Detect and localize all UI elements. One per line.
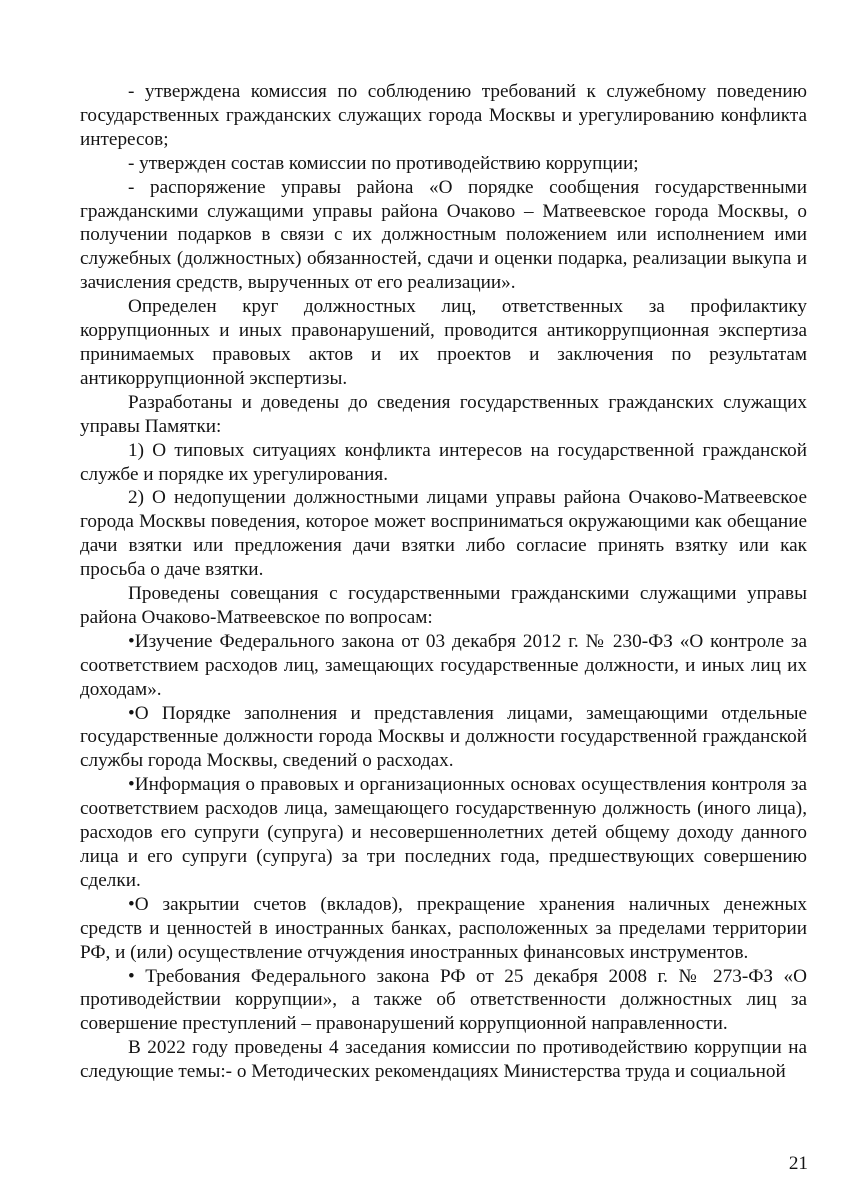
page-number: 21 [788, 1153, 808, 1174]
paragraph: •О закрытии счетов (вкладов), прекращение хранения наличных денежных средств и ценностей в иностранных банках, расположенных за пределами территории РФ, и (или) осуществление отчуждения иностранных финансовых инструментов. [80, 893, 807, 963]
paragraph: •Информация о правовых и организационных основах осуществления контроля за соответствием расходов лица, замещающего государственную должность (иного лица), расходов его супруги (супруга) и несовершеннолетних детей общему доходу данного лица и его супруги (супруга) за три последних года, предшествующих совершению сделки. [80, 774, 807, 891]
paragraph: Проведены совещания с государственными гражданскими служащими управы района Очаково-Матвеевское по вопросам: [80, 583, 807, 628]
paragraph: • Требования Федерального закона РФ от 25 декабря 2008 г. № 273-ФЗ «О противодействии коррупции», а также об ответственности должностных лиц за совершение преступлений – правонарушений коррупционной направленности. [80, 965, 807, 1035]
paragraph: - утверждена комиссия по соблюдению требований к служебному поведению государственных гражданских служащих города Москвы и урегулированию конфликта интересов; [80, 81, 807, 150]
paragraph: 2) О недопущении должностными лицами управы района Очаково-Матвеевское города Москвы поведения, которое может восприниматься окружающими как обещание дачи взятки или предложения дачи взятки либо согласие принять взятку или как просьба о даче взятки. [80, 487, 807, 581]
paragraph: - утвержден состав комиссии по противодействию коррупции; [128, 152, 639, 174]
paragraph: •О Порядке заполнения и представления лицами, замещающими отдельные государственные должности города Москвы и должности государственной гражданской службы города Москвы, сведений о расходах. [80, 702, 807, 772]
paragraph: Определен круг должностных лиц, ответственных за профилактику коррупционных и иных правонарушений, проводится антикоррупционная экспертиза принимаемых правовых актов и их проектов и заключения по результатам антикоррупционной экспертизы. [80, 296, 807, 389]
paragraph: - распоряжение управы района «О порядке сообщения государственными гражданскими служащими управы района Очаково – Матвеевское города Москвы, о получении подарков в связи с их должностным положением или исполнением ими служебных (должностных) обязанностей, сдачи и оценки подарка, реализации выкупа и зачисления средств, вырученных от его реализации». [80, 176, 807, 294]
paragraph: 1) О типовых ситуациях конфликта интересов на государственной гражданской службе и порядке их урегулирования. [80, 439, 807, 485]
paragraph: •Изучение Федерального закона от 03 декабря 2012 г. № 230-ФЗ «О контроле за соответствием расходов лиц, замещающих государственные должности, и иных лиц их доходам». [80, 630, 807, 700]
paragraph: Разработаны и доведены до сведения государственных гражданских служащих управы Памятки: [80, 391, 807, 437]
document-body [80, 80, 807, 1084]
paragraph: В 2022 году проведены 4 заседания комиссии по противодействию коррупции на следующие темы:- о Методических рекомендациях Министерства труда и социальной [80, 1037, 807, 1083]
